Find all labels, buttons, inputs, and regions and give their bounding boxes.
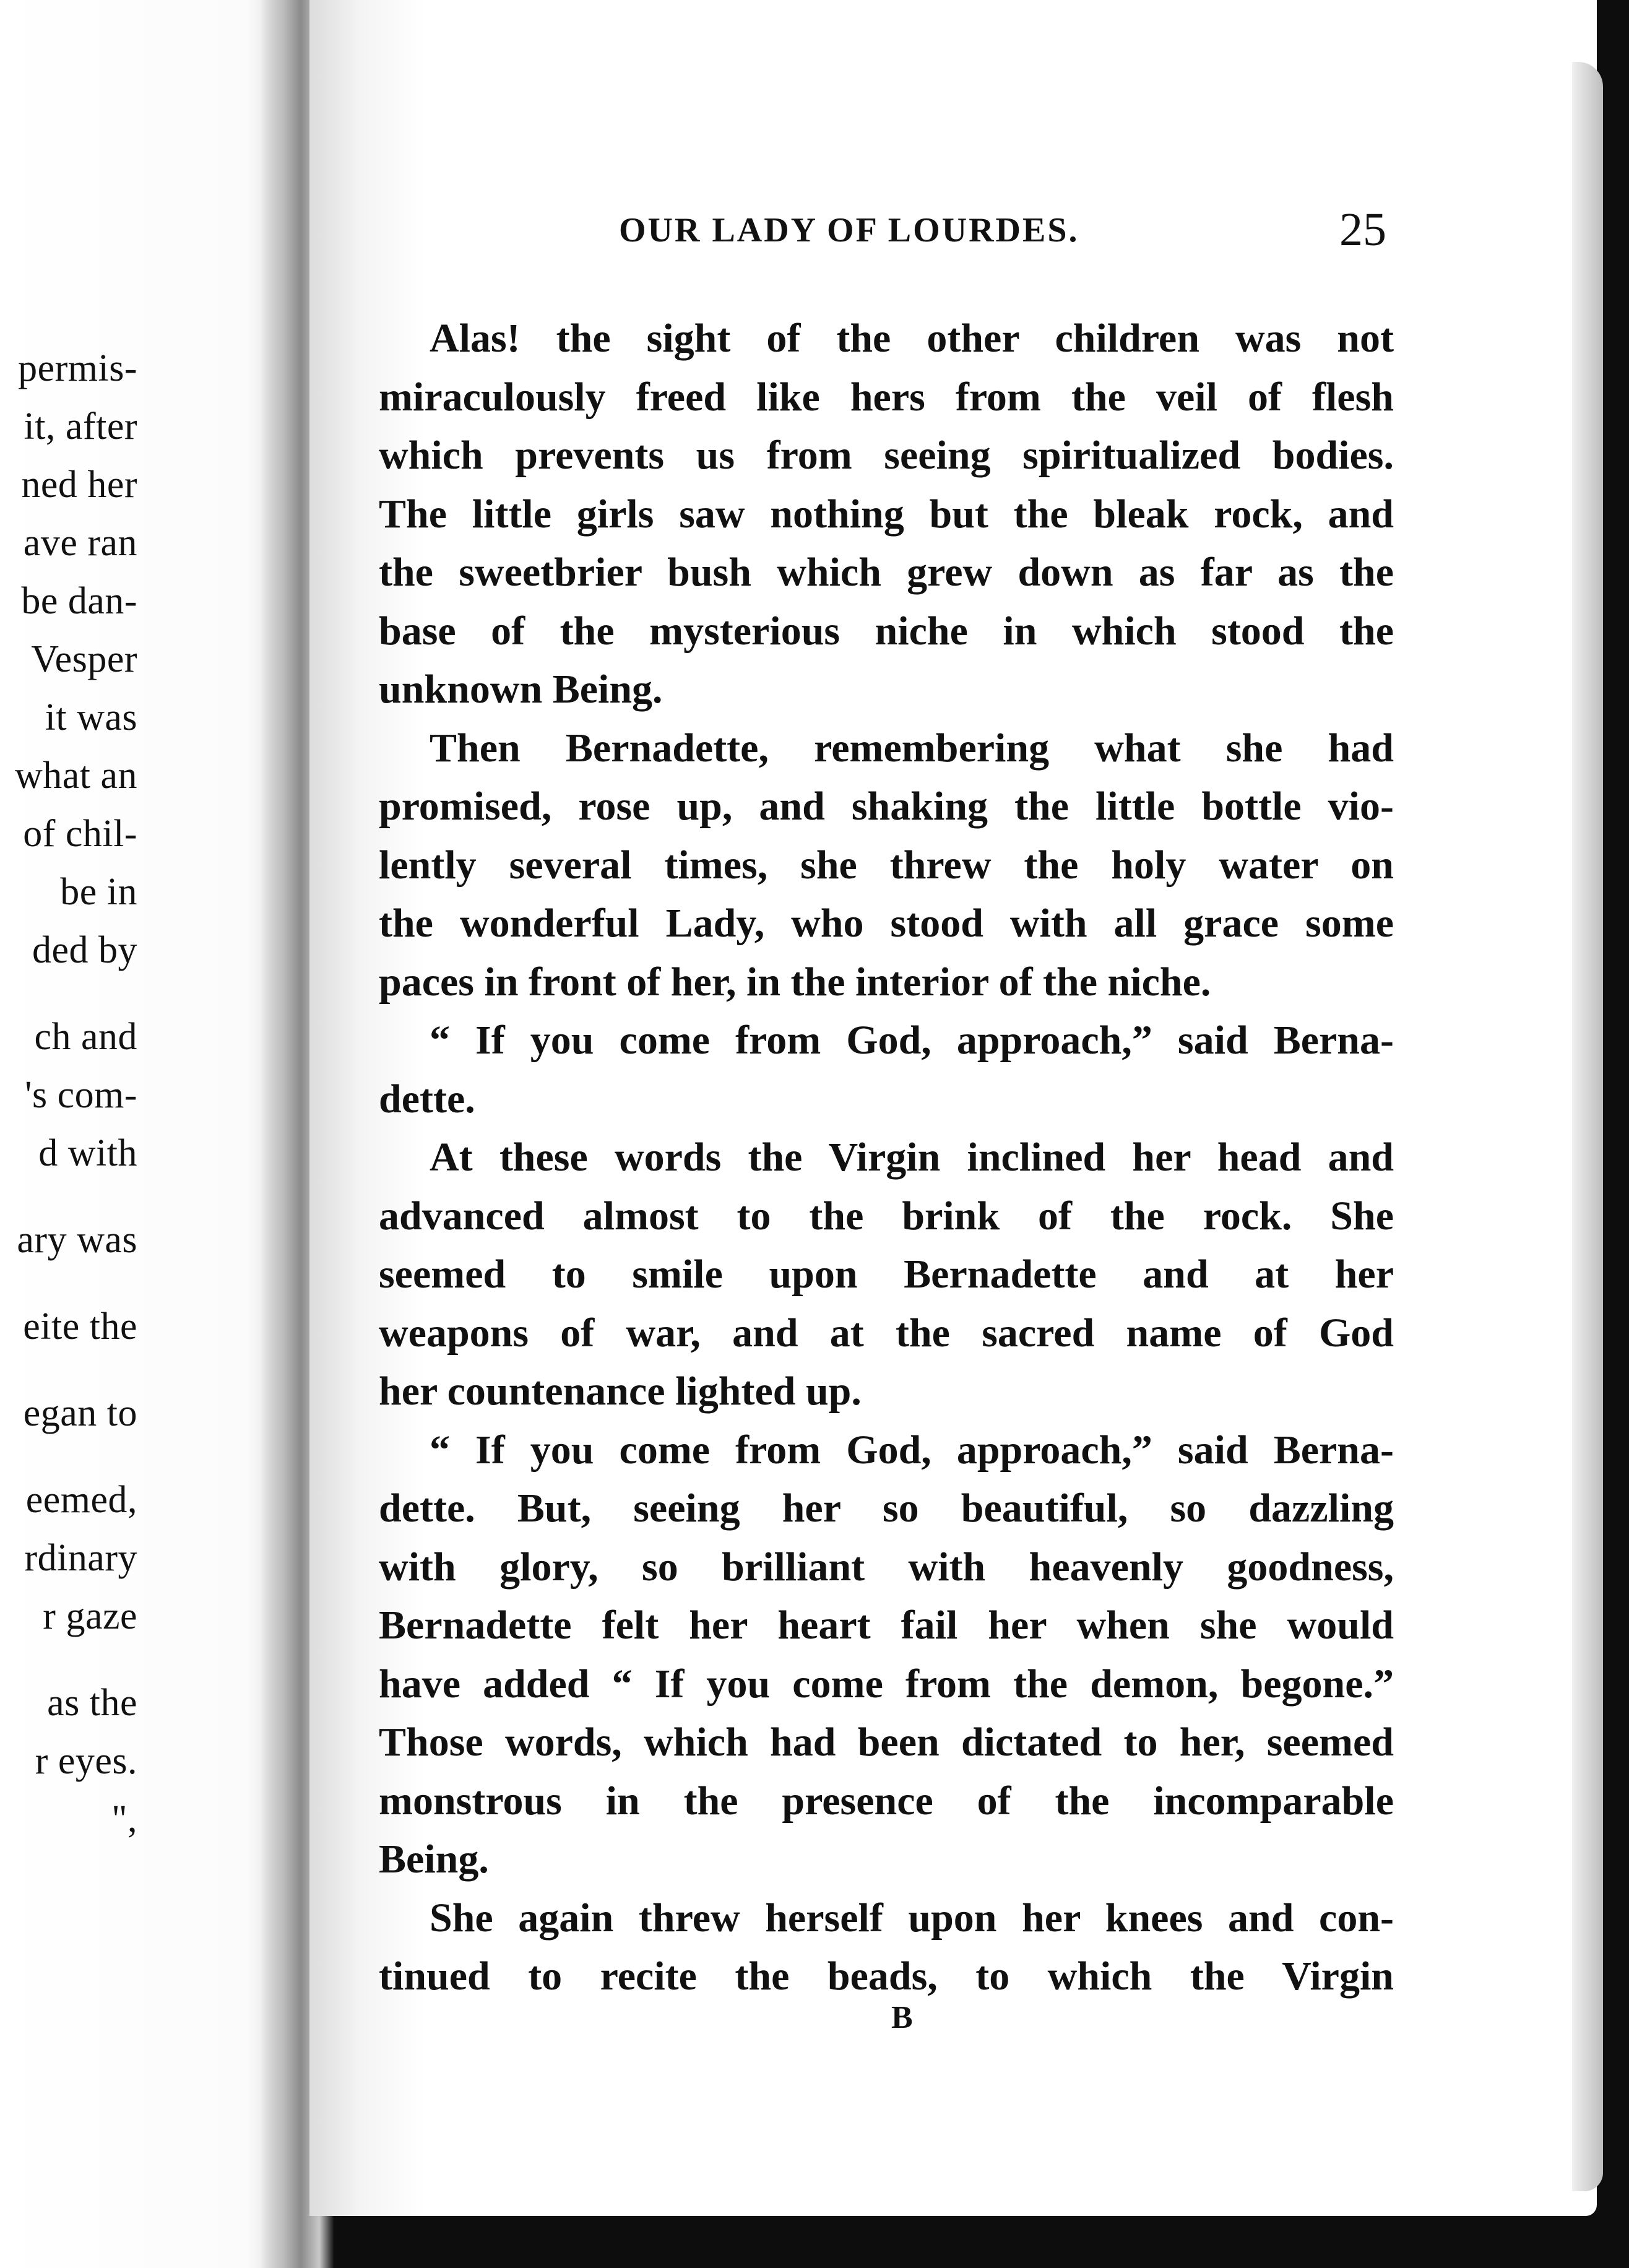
- paragraph: [379, 719, 1394, 1012]
- previous-page-line: [0, 1269, 137, 1297]
- text-line: weapons of war, and at the sacred name of God: [379, 1310, 1394, 1356]
- text-line: dette.: [379, 1076, 475, 1122]
- previous-page-line: [0, 1442, 137, 1471]
- previous-page-line: be in: [60, 871, 137, 913]
- previous-page-line: as the: [47, 1682, 137, 1724]
- text-line: At these words the Virgin inclined her head and: [430, 1135, 1394, 1180]
- text-line: unknown Being.: [379, 667, 663, 712]
- previous-page-line: r eyes.: [35, 1740, 137, 1782]
- previous-page-line: ch and: [34, 1016, 137, 1058]
- text-line: miraculously freed like hers from the veil of flesh: [379, 374, 1394, 420]
- text-line: “ If you come from God, approach,” said Berna-: [430, 1018, 1394, 1063]
- paragraph: [379, 309, 1394, 719]
- text-line: paces in front of her, in the interior of the niche.: [379, 959, 1211, 1005]
- previous-page-line: [0, 1182, 137, 1211]
- text-line: advanced almost to the brink of the rock. She: [379, 1193, 1394, 1239]
- previous-page-line: ned her: [21, 464, 137, 506]
- text-line: which prevents us from seeing spiritualized bodies.: [379, 433, 1394, 478]
- text-line: monstrous in the presence of the incomparable: [379, 1778, 1394, 1824]
- text-line: Being.: [379, 1837, 489, 1882]
- body-text: [379, 309, 1394, 2006]
- previous-page-line: of chil-: [23, 813, 137, 855]
- running-title: OUR LADY OF LOURDES.: [619, 211, 1079, 249]
- paragraph: [379, 1011, 1394, 1128]
- text-line: lently several times, she threw the holy water on: [379, 842, 1394, 888]
- previous-page-line: be dan-: [21, 580, 137, 622]
- text-line: have added “ If you come from the demon, begone.”: [379, 1661, 1394, 1707]
- previous-page-line: eite the: [23, 1305, 137, 1348]
- text-line: Bernadette felt her heart fail her when she would: [379, 1603, 1394, 1648]
- text-line: She again threw herself upon her knees and con-: [430, 1895, 1394, 1941]
- signature-mark: B: [891, 2000, 913, 2035]
- page-number: 25: [1339, 204, 1386, 256]
- previous-page-line: [0, 1645, 137, 1674]
- text-line: tinued to recite the beads, to which the Virgin: [379, 1954, 1394, 1999]
- previous-page-line: rdinary: [24, 1537, 137, 1579]
- previous-page-line: ary was: [17, 1219, 137, 1261]
- text-line: her countenance lighted up.: [379, 1369, 862, 1414]
- previous-page-line: 's com-: [25, 1074, 137, 1116]
- previous-page-text: [0, 339, 137, 1848]
- previous-page-line: ave ran: [23, 522, 137, 564]
- previous-page-line: permis-: [18, 347, 137, 389]
- text-line: Those words, which had been dictated to her, seemed: [379, 1720, 1394, 1765]
- text-line: Then Bernadette, remembering what she had: [430, 725, 1394, 771]
- paragraph: [379, 1889, 1394, 2006]
- previous-page-line: [0, 1356, 137, 1384]
- previous-page-line: ",: [111, 1798, 137, 1840]
- text-line: The little girls saw nothing but the bleak rock, and: [379, 491, 1394, 537]
- text-line: with glory, so brilliant with heavenly goodness,: [379, 1544, 1394, 1590]
- previous-page-line: eemed,: [25, 1479, 137, 1521]
- previous-page-line: ded by: [32, 929, 137, 971]
- previous-page-line: [0, 979, 137, 1008]
- previous-page-line: it, after: [24, 405, 137, 448]
- page-edge: [1572, 62, 1603, 2191]
- text-line: seemed to smile upon Bernadette and at her: [379, 1252, 1394, 1297]
- paragraph: [379, 1421, 1394, 1889]
- previous-page-line: it was: [45, 696, 137, 738]
- previous-page-line: Vesper: [31, 638, 137, 680]
- text-line: “ If you come from God, approach,” said Berna-: [430, 1427, 1394, 1473]
- previous-page-line: d with: [38, 1132, 137, 1174]
- text-line: Alas! the sight of the other children was not: [430, 316, 1394, 361]
- previous-page-line: r gaze: [43, 1595, 137, 1637]
- text-line: promised, rose up, and shaking the little bottle vio-: [379, 784, 1394, 829]
- paragraph: [379, 1128, 1394, 1421]
- text-line: base of the mysterious niche in which stood the: [379, 608, 1394, 654]
- text-line: the wonderful Lady, who stood with all grace some: [379, 901, 1394, 946]
- text-line: the sweetbrier bush which grew down as far as the: [379, 550, 1394, 595]
- previous-page-line: egan to: [23, 1392, 137, 1434]
- page-header: [619, 204, 1386, 266]
- previous-page-line: what an: [14, 755, 137, 797]
- text-line: dette. But, seeing her so beautiful, so dazzling: [379, 1486, 1394, 1531]
